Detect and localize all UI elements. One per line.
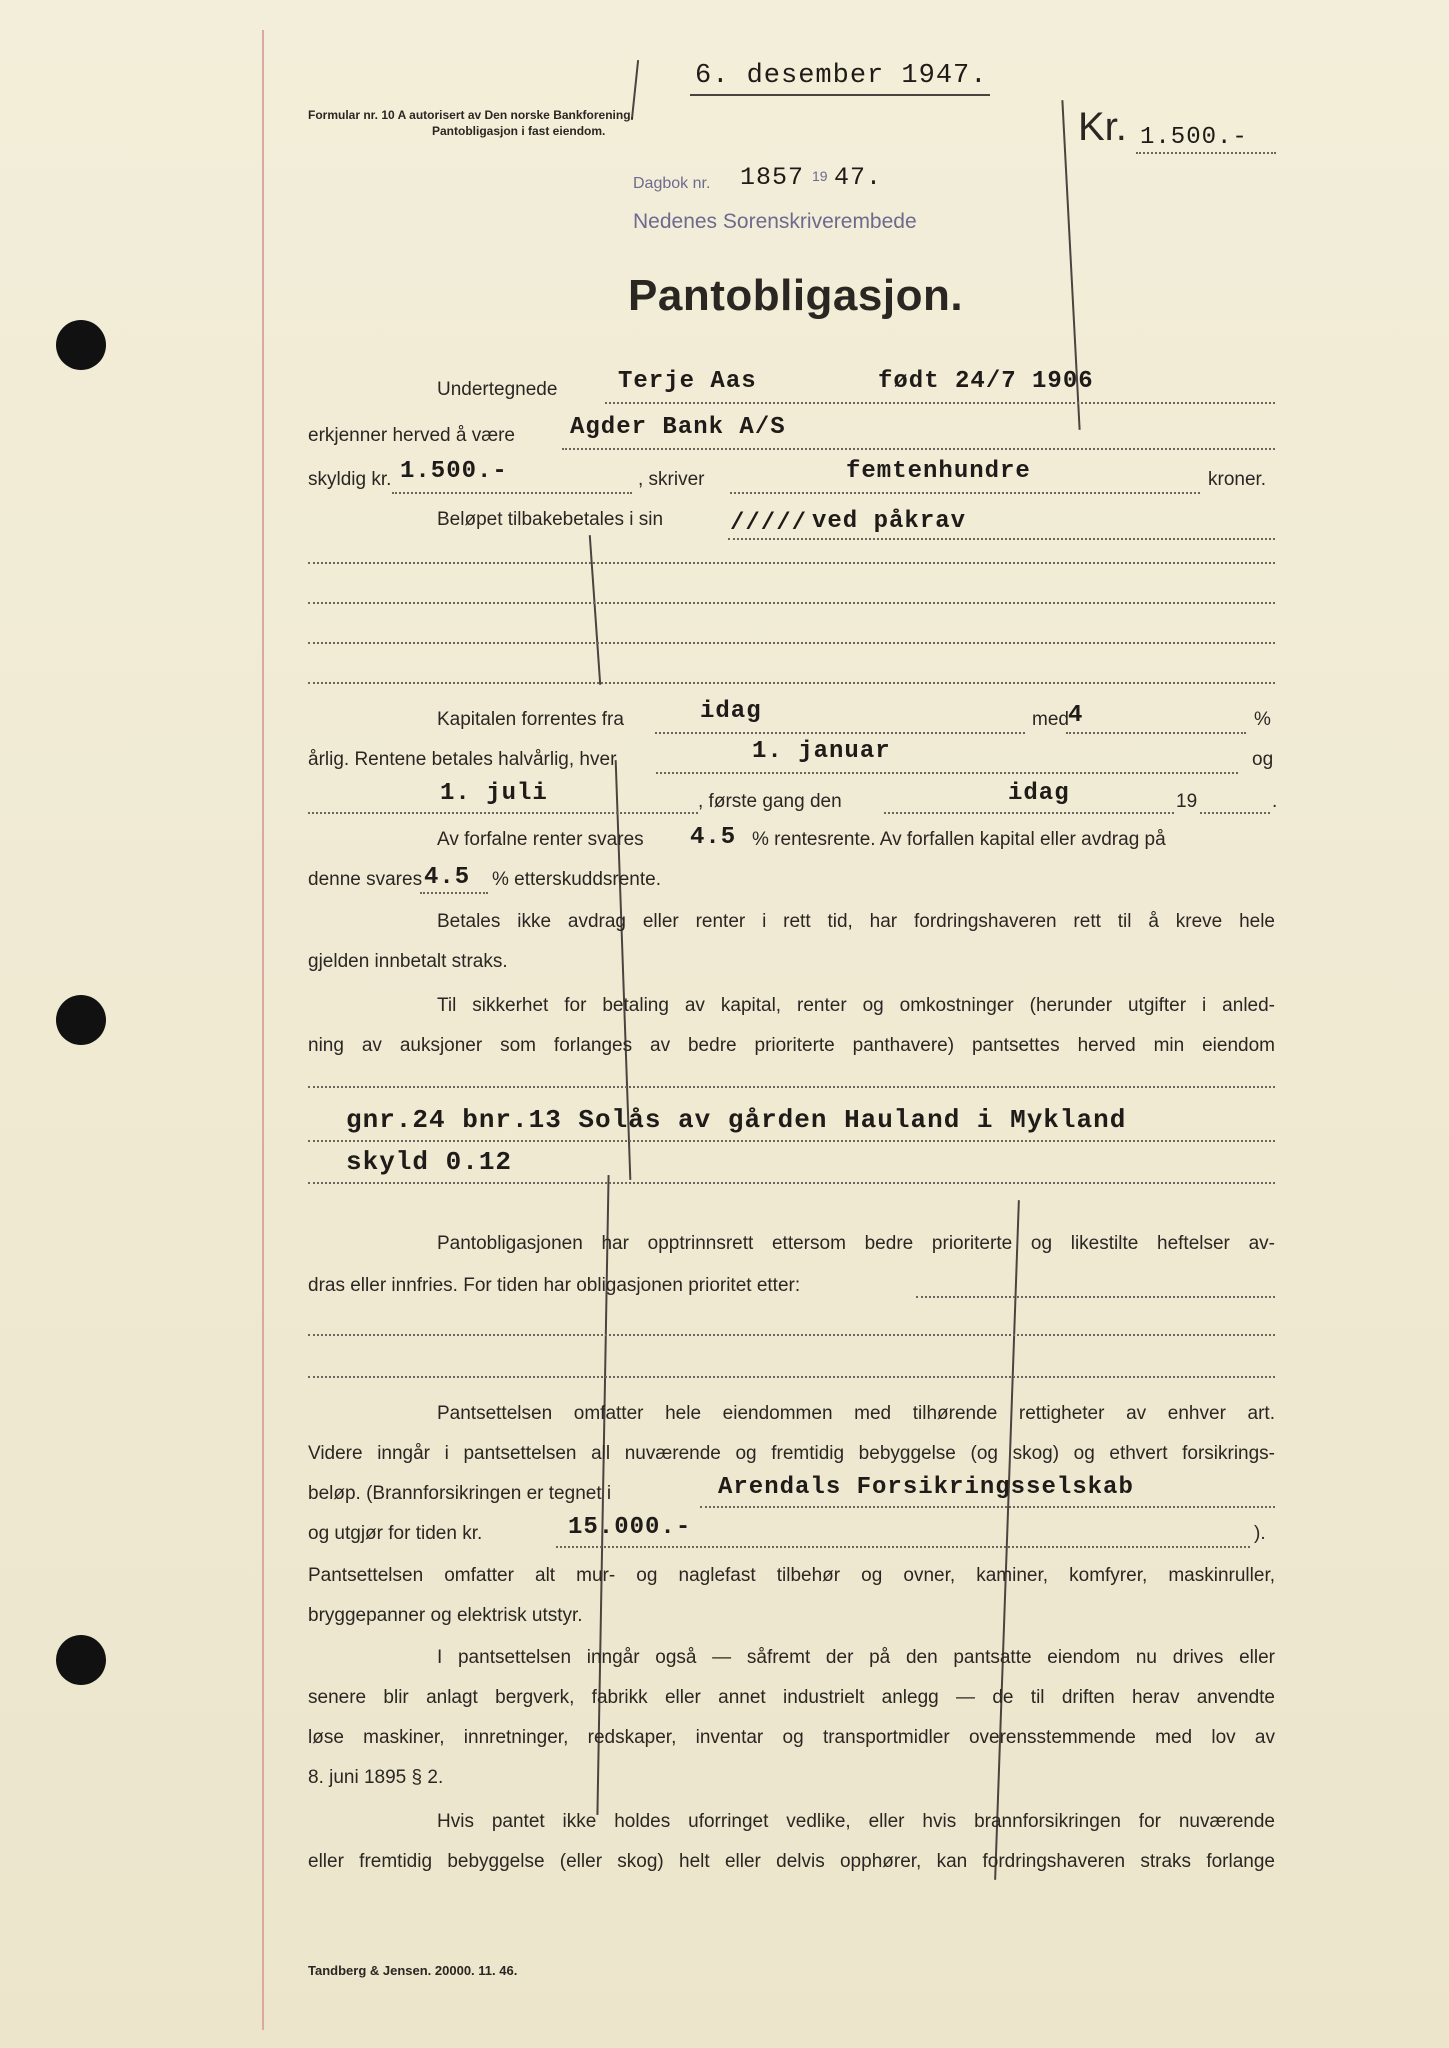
fill-line [392, 492, 632, 494]
hvis-line-2: eller fremtidig bebyggelse (eller skog) helt eller delvis opphører, kan fordringshaveren straks forlange [308, 1851, 1275, 1872]
industri-line-2: senere blir anlagt bergverk, fabrikk eller annet industrielt anlegg — de til driften herav anvendte [308, 1687, 1275, 1708]
fill-line [308, 1086, 1275, 1088]
fill-line [308, 1140, 1275, 1142]
margin-line [262, 30, 264, 2030]
interest-rate: 4 [1068, 702, 1084, 729]
insurer-name: Arendals Forsikringsselskab [718, 1474, 1134, 1501]
med-label: med [1032, 709, 1069, 730]
rentesrente-rate: 4.5 [690, 824, 737, 851]
dagbok-year: 47. [834, 163, 883, 192]
fill-line [308, 1376, 1275, 1378]
fill-line [308, 642, 1275, 644]
omfatter-line-1: Pantsettelsen omfatter hele eiendommen med tilhørende rettigheter av enhver art. [437, 1403, 1275, 1424]
skyldig-label: skyldig kr. [308, 469, 392, 490]
hvis-line-1: Hvis pantet ikke holdes uforringet vedlike, eller hvis brannforsikringen for nuværende [437, 1811, 1275, 1832]
first-payment-date: idag [1008, 780, 1070, 807]
omfatter-line-3: beløp. (Brannforsikringen er tegnet i [308, 1483, 612, 1504]
kroner-label: kroner. [1208, 469, 1267, 490]
belopet-label: Beløpet tilbakebetales i sin [437, 509, 664, 530]
payment-date-2: 1. juli [440, 780, 548, 807]
debtor-name: Terje Aas [618, 368, 757, 395]
fill-line [420, 892, 488, 894]
amount-figure: 1.500.- [400, 458, 508, 485]
formular-line-2: Pantobligasjon i fast eiendom. [432, 124, 606, 138]
fill-line [730, 492, 1200, 494]
percent-label: % [1254, 709, 1271, 730]
period: . [1272, 791, 1278, 812]
pantoblig-line-1: Pantobligasjonen har opptrinnsrett ettersom bedre prioriterte og likestilte heftelser av- [437, 1233, 1275, 1254]
utgjor-end: ). [1254, 1523, 1266, 1544]
forfalne-label: Av forfalne renter svares [437, 829, 644, 850]
fill-line [656, 772, 1238, 774]
amount-words: femtenhundre [846, 458, 1031, 485]
industri-line-4: 8. juni 1895 § 2. [308, 1767, 444, 1788]
fill-line [655, 732, 1025, 734]
fill-line [308, 562, 1275, 564]
punch-hole [56, 320, 106, 370]
year-suffix: 19 [1176, 791, 1198, 812]
dagbok-label: Dagbok nr. [633, 175, 711, 192]
date-underline [690, 94, 990, 96]
fill-line [700, 1506, 1275, 1508]
fill-line [562, 448, 1275, 450]
property-description-2: skyld 0.12 [346, 1147, 513, 1177]
betales-line-2: gjelden innbetalt straks. [308, 951, 508, 972]
fill-line [1200, 812, 1270, 814]
sikkerhet-line-2: ning av auksjoner som forlanges av bedre prioriterte panthavere) pantsettes herved min eiendom [308, 1035, 1275, 1056]
document-title: Pantobligasjon. [628, 271, 964, 320]
property-description-1: gnr.24 bnr.13 Solås av gården Hauland i Mykland [346, 1105, 1127, 1135]
payment-date-1: 1. januar [752, 738, 891, 765]
insured-amount: 15.000.- [568, 1514, 692, 1541]
pen-stroke [994, 1200, 1020, 1880]
fill-line [728, 538, 1275, 540]
formular-line-1: Formular nr. 10 A autorisert av Den norske Bankforening. [308, 108, 634, 122]
fill-line [605, 402, 1275, 404]
office-stamp: Nedenes Sorenskriverembede [633, 210, 917, 233]
kapitalen-label: Kapitalen forrentes fra [437, 709, 624, 730]
industri-line-3: løse maskiner, innretninger, redskaper, inventar og transportmidler overensstemmende med lov av [308, 1727, 1275, 1748]
kr-dotline [1136, 152, 1276, 154]
pen-stroke [589, 535, 601, 685]
year-prefix: 19 [812, 168, 828, 184]
debtor-birth: født 24/7 1906 [878, 368, 1094, 395]
undertegnede-label: Undertegnede [437, 379, 558, 400]
fill-line [916, 1296, 1275, 1298]
rentesrente-label: % rentesrente. Av forfallen kapital eller avdrag på [752, 829, 1166, 850]
kr-value: 1.500.- [1140, 124, 1248, 151]
belopet-strike: ///// [730, 510, 808, 537]
repayment-terms: ved påkrav [812, 508, 967, 535]
printer-imprint: Tandberg & Jensen. 20000. 11. 46. [308, 1963, 518, 1978]
punch-hole [56, 1635, 106, 1685]
forste-label: , første gang den [698, 791, 842, 812]
fill-line [308, 1182, 1275, 1184]
erkjenner-label: erkjenner herved å være [308, 425, 515, 446]
denne-label: denne svares [308, 869, 423, 890]
betales-line-1: Betales ikke avdrag eller renter i rett tid, har fordringshaveren rett til å kreve hele [437, 911, 1275, 932]
kr-label: Kr. [1078, 105, 1127, 149]
industri-line-1: I pantsettelsen inngår også — såfremt der på den pantsatte eiendom nu drives eller [437, 1647, 1275, 1668]
utgjor-label: og utgjør for tiden kr. [308, 1523, 483, 1544]
og-label: og [1252, 749, 1274, 770]
fill-line [884, 812, 1174, 814]
etterskudd-rate: 4.5 [424, 864, 471, 891]
fill-line [556, 1546, 1250, 1548]
document-date: 6. desember 1947. [695, 61, 988, 91]
interest-from: idag [700, 698, 762, 725]
etterskudd-label: % etterskuddsrente. [492, 869, 661, 890]
fill-line [1066, 732, 1246, 734]
fill-line [308, 1334, 1275, 1336]
fill-line [308, 682, 1275, 684]
omfatter-line-2: Videre inngår i pantsettelsen all nuværende og fremtidig bebyggelse (og skog) og ethvert forsikrings- [308, 1443, 1275, 1464]
sikkerhet-line-1: Til sikkerhet for betaling av kapital, renter og omkostninger (herunder utgifter i anled- [437, 995, 1275, 1016]
arlig-label: årlig. Rentene betales halvårlig, hver [308, 749, 617, 770]
pantoblig-line-2: dras eller innfries. For tiden har obligasjonen prioritet etter: [308, 1275, 801, 1296]
fill-line [308, 812, 698, 814]
skriver-label: , skriver [638, 469, 705, 490]
punch-hole [56, 995, 106, 1045]
dagbok-number: 1857 [740, 163, 805, 192]
fill-line [308, 602, 1275, 604]
tilbehor-line-2: bryggepanner og elektrisk utstyr. [308, 1605, 583, 1626]
creditor-name: Agder Bank A/S [570, 414, 786, 441]
tilbehor-line-1: Pantsettelsen omfatter alt mur- og naglefast tilbehør og ovner, kaminer, komfyrer, maskinruller, [308, 1565, 1275, 1586]
